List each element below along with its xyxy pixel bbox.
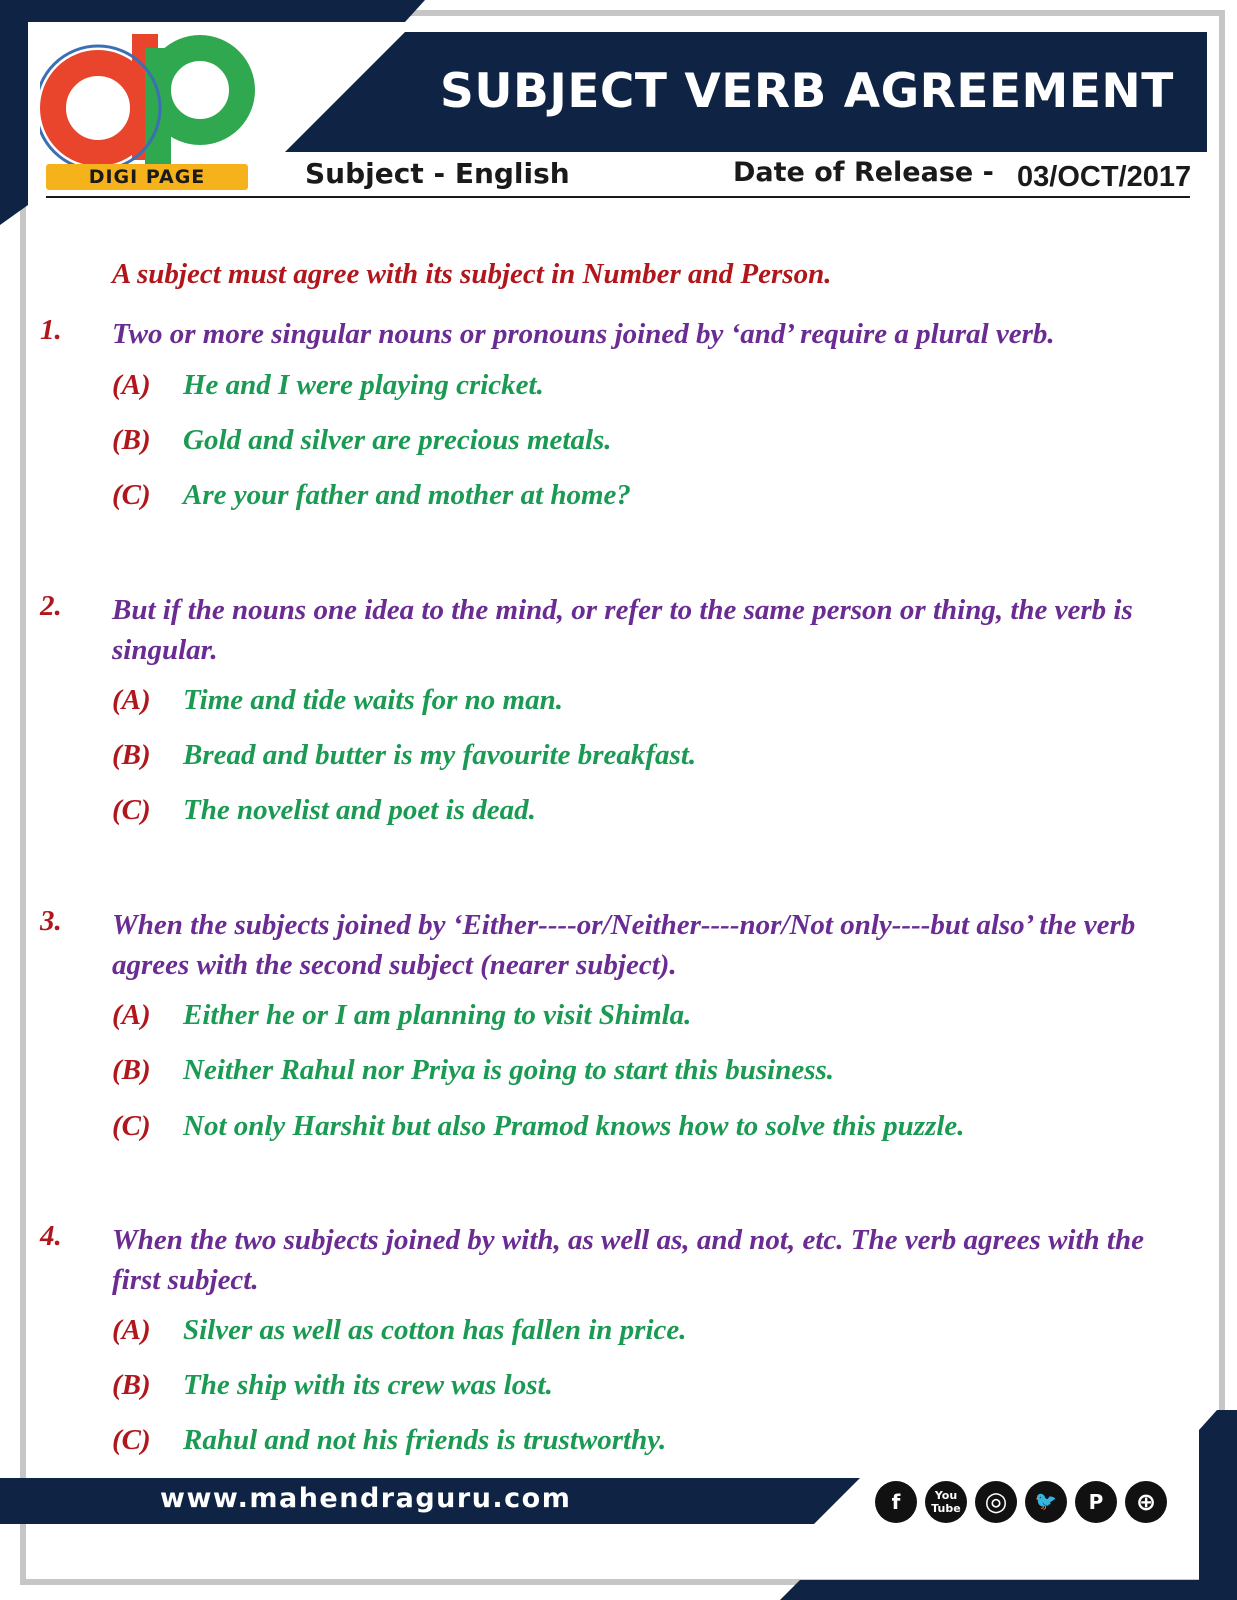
rule-text: But if the nouns one idea to the mind, or refer to the same person or thing, the verb is singular. — [112, 594, 1133, 666]
example-text: Rahul and not his friends is trustworthy. — [183, 1424, 667, 1456]
rule-text: Two or more singular nouns or pronouns joined by ‘and’ require a plural verb. — [112, 318, 1055, 350]
intro-text: A subject must agree with its subject in Number and Person. — [112, 258, 832, 290]
example-text: The ship with its crew was lost. — [183, 1369, 553, 1401]
example-label: (A) — [112, 999, 151, 1031]
rule-number: 2. — [40, 590, 62, 622]
website-link[interactable]: www.mahendraguru.com — [160, 1483, 572, 1514]
example-label: (C) — [112, 479, 151, 511]
meta-row — [305, 157, 1190, 197]
example-text: Gold and silver are precious metals. — [183, 424, 612, 456]
rule-text: When the two subjects joined by with, as well as, and not, etc. The verb agrees with the first subject. — [112, 1224, 1144, 1296]
subject-label: Subject - English — [305, 157, 570, 190]
example-label: (C) — [112, 1110, 151, 1142]
example-text: Either he or I am planning to visit Shimla. — [183, 999, 692, 1031]
example-text: Are your father and mother at home? — [183, 479, 631, 511]
instagram-icon[interactable]: ◎ — [975, 1481, 1017, 1523]
example-label: (A) — [112, 684, 151, 716]
rule-number: 1. — [40, 314, 62, 346]
example-label: (A) — [112, 1314, 151, 1346]
example-label: (A) — [112, 369, 151, 401]
example-text: He and I were playing cricket. — [183, 369, 544, 401]
example-text: Not only Harshit but also Pramod knows how to solve this puzzle. — [183, 1110, 965, 1142]
youtube-icon[interactable]: You Tube — [925, 1481, 967, 1523]
example-text: Neither Rahul nor Priya is going to start this business. — [183, 1054, 835, 1086]
example-label: (B) — [112, 424, 151, 456]
facebook-icon[interactable]: f — [875, 1481, 917, 1523]
example-text: Silver as well as cotton has fallen in price. — [183, 1314, 687, 1346]
rule-number: 3. — [40, 905, 62, 937]
rule-text: When the subjects joined by ‘Either----or/Neither----nor/Not only----but also’ the verb agrees with the second subject (nearer subject). — [112, 909, 1136, 981]
android-icon[interactable]: ⊕ — [1125, 1481, 1167, 1523]
twitter-icon[interactable]: 🐦 — [1025, 1481, 1067, 1523]
example-label: (B) — [112, 1369, 151, 1401]
meta-divider — [46, 196, 1190, 198]
page-title: SUBJECT VERB AGREEMENT — [440, 64, 1174, 119]
logo-badge: DIGI PAGE — [46, 164, 248, 190]
example-text: Bread and butter is my favourite breakfast. — [183, 739, 697, 771]
release-label: Date of Release - — [733, 157, 994, 188]
example-label: (B) — [112, 739, 151, 771]
example-text: Time and tide waits for no man. — [183, 684, 563, 716]
rule-number: 4. — [40, 1220, 62, 1252]
example-label: (C) — [112, 1424, 151, 1456]
example-label: (B) — [112, 1054, 151, 1086]
example-label: (C) — [112, 794, 151, 826]
release-date: 03/OCT/2017 — [1017, 161, 1192, 193]
example-text: The novelist and poet is dead. — [183, 794, 536, 826]
pinterest-icon[interactable]: P — [1075, 1481, 1117, 1523]
